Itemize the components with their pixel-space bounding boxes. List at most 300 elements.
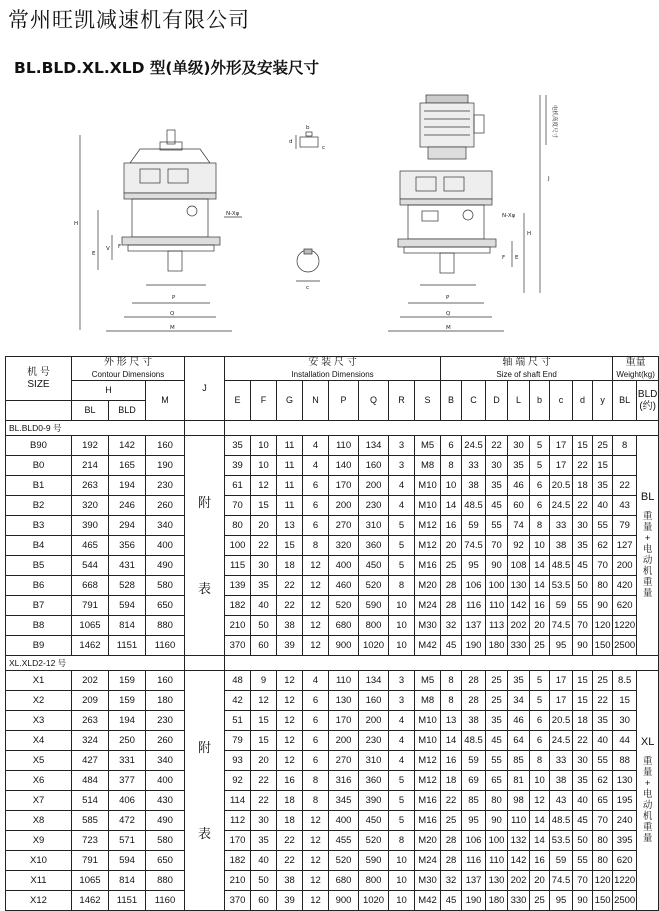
table-cell: 130: [486, 871, 508, 891]
table-cell: 8: [441, 691, 462, 711]
header-G: G: [277, 381, 303, 421]
table-cell: 42: [225, 691, 251, 711]
table-cell: 116: [462, 851, 486, 871]
label-M-left: M: [170, 325, 175, 331]
label-H-left: H: [74, 221, 79, 227]
table-cell: 45: [441, 891, 462, 911]
table-cell: 6: [441, 436, 462, 456]
header-b: b: [530, 381, 550, 421]
table-cell: M24: [415, 851, 441, 871]
table-cell: 6: [530, 476, 550, 496]
table-cell: 514: [72, 791, 109, 811]
table-cell: 2500: [613, 891, 637, 911]
company-name: 常州旺凯减速机有限公司: [8, 8, 250, 32]
table-cell: 113: [486, 616, 508, 636]
table-cell: 28: [462, 671, 486, 691]
table-row: [6, 871, 659, 891]
table-cell: 594: [109, 596, 146, 616]
header-weight-bl: BL: [613, 381, 637, 421]
table-cell: 345: [329, 791, 359, 811]
table-cell: 12: [251, 476, 277, 496]
table-cell: 465: [72, 536, 109, 556]
header-P: P: [329, 381, 359, 421]
table-cell: 8: [389, 831, 415, 851]
table-cell: 25: [486, 671, 508, 691]
table-cell: 60: [251, 891, 277, 911]
table-cell: 200: [359, 711, 389, 731]
bl-appendix-cell: [185, 436, 225, 656]
table-cell: B6: [6, 576, 72, 596]
table-cell: 48: [225, 671, 251, 691]
table-cell: 115: [225, 556, 251, 576]
table-cell: 59: [462, 516, 486, 536]
table-row: [6, 791, 659, 811]
table-cell: 80: [593, 851, 613, 871]
table-cell: 142: [109, 436, 146, 456]
table-cell: 3: [389, 436, 415, 456]
table-cell: 571: [109, 831, 146, 851]
table-cell: 55: [486, 516, 508, 536]
table-cell: 360: [359, 771, 389, 791]
table-cell: 22: [251, 536, 277, 556]
table-cell: 195: [613, 791, 637, 811]
table-cell: 70: [573, 871, 593, 891]
table-cell: 400: [146, 771, 185, 791]
table-cell: 130: [329, 691, 359, 711]
table-cell: 190: [462, 636, 486, 656]
table-cell: 18: [277, 791, 303, 811]
table-cell: M42: [415, 891, 441, 911]
xl-weight-note-char: 动: [642, 799, 653, 811]
table-row: [6, 436, 659, 456]
table-cell: 324: [72, 731, 109, 751]
xl-weight-note-char: 重: [642, 756, 653, 768]
table-cell: 70: [486, 536, 508, 556]
table-cell: 202: [508, 871, 530, 891]
bl-brand: BL: [640, 491, 655, 504]
header-shaft: [441, 357, 613, 381]
table-cell: 16: [441, 751, 462, 771]
table-cell: 6: [303, 691, 329, 711]
table-cell: 14: [441, 731, 462, 751]
table-row: [6, 671, 659, 691]
table-cell: 10: [389, 636, 415, 656]
table-cell: 10: [530, 771, 550, 791]
table-cell: 370: [225, 891, 251, 911]
table-cell: 12: [251, 691, 277, 711]
table-cell: B4: [6, 536, 72, 556]
table-cell: 1462: [72, 891, 109, 911]
table-cell: 194: [109, 476, 146, 496]
table-cell: 330: [508, 891, 530, 911]
table-cell: 45: [441, 636, 462, 656]
table-cell: 10: [389, 871, 415, 891]
table-cell: X7: [6, 791, 72, 811]
table-cell: 160: [146, 671, 185, 691]
table-cell: 12: [303, 616, 329, 636]
table-cell: 16: [277, 771, 303, 791]
xl-weight-note: [637, 671, 659, 911]
table-cell: 520: [359, 831, 389, 851]
table-cell: 100: [486, 831, 508, 851]
header-install-cn: 安 装 尺 寸: [308, 357, 357, 368]
table-cell: 110: [508, 811, 530, 831]
table-cell: 5: [389, 791, 415, 811]
table-cell: 24.5: [550, 496, 573, 516]
table-cell: B8: [6, 616, 72, 636]
table-cell: 528: [109, 576, 146, 596]
table-cell: M24: [415, 596, 441, 616]
label-Q-right: Q: [446, 311, 451, 317]
table-cell: 202: [72, 671, 109, 691]
table-cell: 22: [441, 791, 462, 811]
table-cell: 194: [109, 711, 146, 731]
table-cell: 377: [109, 771, 146, 791]
table-cell: 28: [441, 851, 462, 871]
table-cell: B3: [6, 516, 72, 536]
table-cell: 15: [277, 536, 303, 556]
table-cell: 110: [329, 671, 359, 691]
table-cell: 430: [146, 791, 185, 811]
table-cell: 6: [530, 731, 550, 751]
table-cell: 130: [508, 576, 530, 596]
table-cell: 230: [146, 711, 185, 731]
table-cell: 900: [329, 891, 359, 911]
header-N: N: [303, 381, 329, 421]
table-cell: 17: [550, 456, 573, 476]
table-cell: 12: [303, 851, 329, 871]
table-cell: 85: [508, 751, 530, 771]
table-cell: 59: [550, 596, 573, 616]
table-cell: 38: [462, 476, 486, 496]
table-cell: M10: [415, 711, 441, 731]
table-cell: 20: [251, 751, 277, 771]
table-cell: 22: [593, 691, 613, 711]
table-cell: 110: [486, 596, 508, 616]
table-cell: M12: [415, 751, 441, 771]
table-cell: 455: [329, 831, 359, 851]
xl-weight-note-char: 重: [642, 821, 653, 833]
table-cell: 22: [486, 436, 508, 456]
table-cell: 24.5: [550, 731, 573, 751]
table-cell: 11: [277, 496, 303, 516]
table-cell: 28: [462, 691, 486, 711]
table-cell: 791: [72, 851, 109, 871]
table-cell: 8: [530, 516, 550, 536]
table-cell: 180: [486, 636, 508, 656]
table-cell: 127: [613, 536, 637, 556]
table-cell: 48.5: [550, 811, 573, 831]
table-cell: 65: [486, 771, 508, 791]
table-cell: 192: [72, 436, 109, 456]
table-cell: 20: [441, 536, 462, 556]
header-H-BLD: BLD: [109, 401, 146, 421]
table-cell: 28: [441, 596, 462, 616]
table-cell: 28: [441, 831, 462, 851]
label-F-left: F: [118, 244, 122, 250]
table-cell: 460: [329, 576, 359, 596]
table-cell: 160: [359, 691, 389, 711]
table-cell: 22: [277, 596, 303, 616]
table-cell: X9: [6, 831, 72, 851]
table-cell: 4: [389, 476, 415, 496]
table-cell: 340: [146, 751, 185, 771]
table-cell: 8: [613, 436, 637, 456]
table-cell: 33: [550, 751, 573, 771]
table-cell: 134: [359, 671, 389, 691]
table-cell: 74.5: [550, 871, 573, 891]
bl-weight-note-char: 动: [642, 554, 653, 566]
table-cell: 22: [277, 576, 303, 596]
table-cell: 8.5: [613, 671, 637, 691]
header-contour: [72, 357, 185, 381]
table-cell: 668: [72, 576, 109, 596]
table-cell: 48.5: [550, 556, 573, 576]
table-cell: 330: [508, 636, 530, 656]
table-cell: 260: [146, 731, 185, 751]
table-cell: 263: [72, 711, 109, 731]
table-cell: 80: [486, 791, 508, 811]
table-cell: 43: [613, 496, 637, 516]
table-cell: M5: [415, 436, 441, 456]
table-cell: 520: [359, 576, 389, 596]
table-cell: 11: [277, 456, 303, 476]
table-cell: 427: [72, 751, 109, 771]
table-cell: 35: [225, 436, 251, 456]
table-cell: 210: [225, 616, 251, 636]
table-cell: 160: [146, 436, 185, 456]
header-weight-en: Weight(kg): [616, 369, 655, 379]
table-cell: 90: [573, 636, 593, 656]
table-cell: 81: [508, 771, 530, 791]
table-row: [6, 891, 659, 911]
table-cell: 30: [486, 456, 508, 476]
table-cell: 450: [359, 556, 389, 576]
table-cell: 74.5: [462, 536, 486, 556]
table-cell: 45: [573, 556, 593, 576]
table-cell: M20: [415, 831, 441, 851]
label-J-right: J: [548, 176, 550, 182]
table-cell: 35: [573, 536, 593, 556]
table-cell: 15: [251, 711, 277, 731]
table-cell: 10: [251, 436, 277, 456]
table-cell: 70: [573, 616, 593, 636]
table-cell: 79: [225, 731, 251, 751]
table-cell: 12: [303, 596, 329, 616]
table-body: [6, 421, 659, 911]
table-cell: 900: [329, 636, 359, 656]
table-cell: 8: [303, 771, 329, 791]
table-cell: 250: [109, 731, 146, 751]
table-cell: 40: [593, 496, 613, 516]
table-cell: 108: [508, 556, 530, 576]
label-E-right: E: [515, 255, 519, 261]
table-cell-empty: [613, 456, 637, 476]
table-cell: 620: [613, 596, 637, 616]
table-cell: 10: [389, 596, 415, 616]
table-cell: 95: [550, 636, 573, 656]
table-cell: 6: [303, 751, 329, 771]
table-cell: 200: [359, 476, 389, 496]
table-cell: 40: [573, 791, 593, 811]
table-cell: 62: [593, 536, 613, 556]
table-cell: 520: [329, 596, 359, 616]
table-cell: 30: [573, 516, 593, 536]
technical-drawings: [0, 85, 650, 350]
header-weight-bld-label: BLD: [637, 389, 658, 400]
table-cell: 8: [441, 671, 462, 691]
xl-weight-note-char: 机: [642, 810, 653, 822]
table-cell: 79: [613, 516, 637, 536]
table-cell: 4: [389, 731, 415, 751]
table-cell: B2: [6, 496, 72, 516]
table-cell: 4: [389, 711, 415, 731]
table-cell: 200: [329, 731, 359, 751]
table-cell: 30: [251, 556, 277, 576]
header-contour-cn: 外 形 尺 寸: [103, 357, 153, 368]
label-N-left: N-Xφ: [226, 211, 240, 217]
table-cell: 88: [613, 751, 637, 771]
table-cell: M16: [415, 811, 441, 831]
table-cell: 48.5: [462, 496, 486, 516]
table-cell: 10: [389, 851, 415, 871]
table-cell: 230: [359, 731, 389, 751]
table-cell: 294: [109, 516, 146, 536]
table-cell: 5: [389, 811, 415, 831]
table-row: [6, 751, 659, 771]
table-cell: X11: [6, 871, 72, 891]
header-L: L: [508, 381, 530, 421]
table-cell: 680: [329, 871, 359, 891]
table-cell: 12: [277, 671, 303, 691]
table-cell: M30: [415, 871, 441, 891]
header-weight-bld: [637, 381, 659, 421]
table-cell: 95: [462, 811, 486, 831]
dimension-table: [5, 356, 659, 911]
table-cell: 53.5: [550, 576, 573, 596]
table-cell: 22: [573, 731, 593, 751]
table-cell: B0: [6, 456, 72, 476]
table-cell: 200: [329, 496, 359, 516]
table-cell: 310: [359, 751, 389, 771]
table-cell: 6: [303, 731, 329, 751]
table-cell: B5: [6, 556, 72, 576]
table-cell: 650: [146, 596, 185, 616]
table-cell: 12: [277, 691, 303, 711]
header-R: R: [389, 381, 415, 421]
bl-weight-note-char: 重: [642, 576, 653, 588]
header-E: E: [225, 381, 251, 421]
label-c-key: c: [322, 145, 326, 151]
table-cell: 98: [508, 791, 530, 811]
table-cell: 5: [530, 456, 550, 476]
table-row: [6, 831, 659, 851]
table-cell: 10: [251, 456, 277, 476]
xl-section-rest: [225, 656, 659, 671]
bl-weight-note-char: 量: [642, 587, 653, 599]
table-cell: 316: [329, 771, 359, 791]
table-cell: X12: [6, 891, 72, 911]
table-cell: 214: [72, 456, 109, 476]
table-cell: M12: [415, 536, 441, 556]
table-cell: 8: [441, 456, 462, 476]
header-weight-cn: 重量: [625, 357, 646, 368]
table-cell: 202: [508, 616, 530, 636]
table-cell: 320: [72, 496, 109, 516]
table-cell: 25: [530, 636, 550, 656]
table-cell: 12: [303, 831, 329, 851]
table-cell: 10: [389, 891, 415, 911]
table-cell: 25: [593, 671, 613, 691]
table-cell: M42: [415, 636, 441, 656]
table-row: [6, 456, 659, 476]
table-cell: 140: [329, 456, 359, 476]
table-cell: 16: [530, 851, 550, 871]
table-cell: 18: [573, 476, 593, 496]
table-cell: 59: [462, 751, 486, 771]
table-cell: 70: [593, 556, 613, 576]
table-cell: 170: [329, 476, 359, 496]
label-N-right: N-Xφ: [502, 213, 516, 219]
table-cell: 8: [389, 576, 415, 596]
table-cell: 100: [486, 576, 508, 596]
table-cell: 400: [329, 811, 359, 831]
header-C: C: [462, 381, 486, 421]
table-cell: 5: [389, 516, 415, 536]
table-cell: 65: [593, 791, 613, 811]
table-cell: 14: [441, 496, 462, 516]
table-cell: 14: [530, 831, 550, 851]
table-cell: 210: [225, 871, 251, 891]
table-cell: 90: [573, 891, 593, 911]
table-cell: 40: [251, 851, 277, 871]
table-cell: 139: [225, 576, 251, 596]
table-cell: 20: [530, 616, 550, 636]
table-cell: M8: [415, 691, 441, 711]
table-cell: 112: [225, 811, 251, 831]
table-cell: 400: [146, 536, 185, 556]
table-cell: 170: [225, 831, 251, 851]
label-F-right: F: [502, 255, 506, 261]
table-cell: 5: [389, 556, 415, 576]
table-cell: M12: [415, 771, 441, 791]
xl-weight-note-char: 电: [642, 788, 653, 800]
table-cell: 38: [462, 711, 486, 731]
header-S: S: [415, 381, 441, 421]
table-cell: 22: [277, 851, 303, 871]
table-cell: 159: [109, 671, 146, 691]
table-cell: 93: [225, 751, 251, 771]
table-cell: 30: [573, 751, 593, 771]
table-cell: 6: [303, 496, 329, 516]
table-cell: 14: [530, 556, 550, 576]
table-cell: 45: [486, 496, 508, 516]
header-M: M: [146, 381, 185, 421]
table-cell: 80: [593, 831, 613, 851]
table-cell: 38: [550, 771, 573, 791]
table-cell: 270: [329, 751, 359, 771]
table-cell: 590: [359, 596, 389, 616]
table-cell: 580: [146, 831, 185, 851]
table-cell: 34: [508, 691, 530, 711]
header-D: D: [486, 381, 508, 421]
table-cell: 18: [573, 711, 593, 731]
table-cell: 55: [573, 596, 593, 616]
table-cell: 5: [530, 691, 550, 711]
table-cell: 472: [109, 811, 146, 831]
header-d: d: [573, 381, 593, 421]
table-cell: 4: [389, 751, 415, 771]
